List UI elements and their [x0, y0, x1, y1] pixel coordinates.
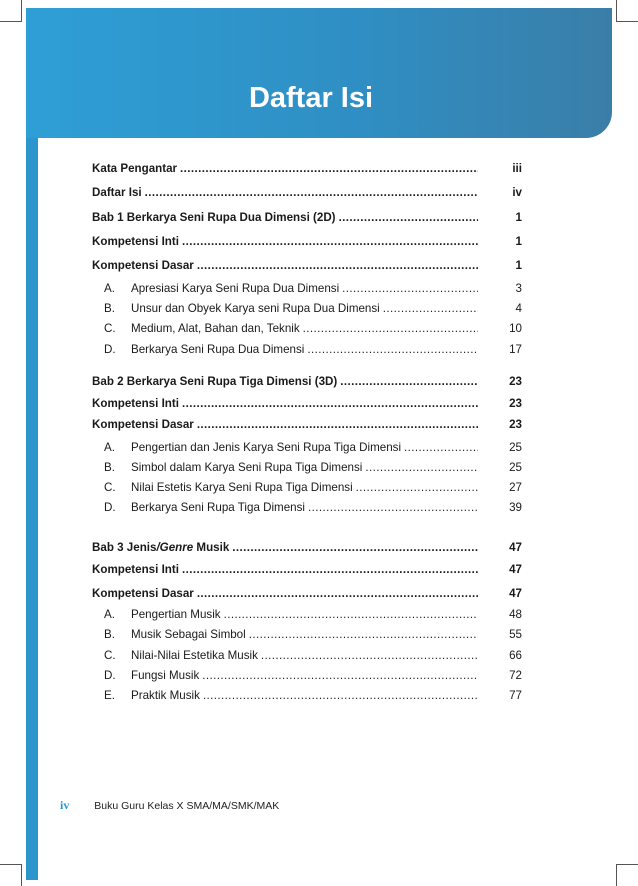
- toc-entry-label: Kompetensi Inti: [92, 397, 179, 410]
- toc-leader-dots: [180, 162, 478, 175]
- toc-entry-page: 23: [509, 418, 522, 431]
- toc-leader-dots: [383, 302, 478, 315]
- toc-entry: [92, 259, 522, 277]
- toc-entry: [92, 397, 522, 415]
- toc-subentry: [104, 461, 522, 479]
- toc-entry-page: 23: [509, 375, 522, 388]
- toc-leader-dots: [145, 186, 478, 199]
- toc-entry-label: Simbol dalam Karya Seni Rupa Tiga Dimensi: [131, 461, 363, 474]
- toc-leader-dots: [404, 441, 478, 454]
- toc-entry-page: 27: [509, 481, 522, 494]
- toc-leader-dots: [182, 235, 478, 248]
- toc-entry: [92, 587, 522, 605]
- toc-leader-dots: [365, 461, 478, 474]
- toc-entry: [92, 162, 522, 180]
- toc-entry-label: Pengertian Musik: [131, 608, 221, 621]
- toc-entry-label: Nilai Estetis Karya Seni Rupa Tiga Dimensi: [131, 481, 353, 494]
- toc-entry-label: Bab 3 Jenis/Genre Musik: [92, 541, 230, 554]
- toc-entry-page: 17: [509, 343, 522, 356]
- toc-entry-letter: B.: [104, 461, 115, 474]
- toc-entry-label: Berkarya Seni Rupa Tiga Dimensi: [131, 501, 305, 514]
- toc-subentry: [104, 481, 522, 499]
- toc-entry-label: Nilai-Nilai Estetika Musik: [131, 649, 258, 662]
- toc-leader-dots: [197, 587, 478, 600]
- toc-entry-page: 55: [509, 628, 522, 641]
- toc-entry-label: Kompetensi Dasar: [92, 587, 194, 600]
- toc-entry-label: Kata Pengantar: [92, 162, 178, 175]
- toc-entry-page: 3: [515, 282, 522, 295]
- toc-leader-dots: [224, 608, 478, 621]
- toc-leader-dots: [197, 259, 478, 272]
- toc-entry: [92, 563, 522, 581]
- side-color-bar: [26, 8, 38, 880]
- toc-entry-label: Pengertian dan Jenis Karya Seni Rupa Tiga Dimensi: [131, 441, 402, 454]
- toc-leader-dots: [232, 541, 478, 554]
- toc-entry-letter: D.: [104, 343, 116, 356]
- toc-entry-label: Daftar Isi: [92, 186, 142, 199]
- toc-subentry: [104, 501, 522, 519]
- toc-entry-page: 1: [515, 259, 522, 272]
- toc-entry-page: 77: [509, 689, 522, 702]
- toc-entry: [92, 375, 522, 393]
- toc-entry: [92, 235, 522, 253]
- toc-entry-letter: C.: [104, 481, 116, 494]
- toc-entry-page: 4: [515, 302, 522, 315]
- crop-mark: [0, 864, 22, 865]
- toc-entry-letter: D.: [104, 501, 116, 514]
- page-title: Daftar Isi: [248, 82, 374, 114]
- toc-entry-page: 48: [509, 608, 522, 621]
- toc-entry-letter: A.: [104, 608, 115, 621]
- toc-entry-letter: A.: [104, 441, 115, 454]
- toc-entry-label: Bab 1 Berkarya Seni Rupa Dua Dimensi (2D): [92, 211, 336, 224]
- toc-entry: [92, 418, 522, 436]
- toc-entry-page: 25: [509, 441, 522, 454]
- toc-entry-page: iv: [512, 186, 522, 199]
- toc-subentry: [104, 628, 522, 646]
- toc-entry: [92, 541, 522, 559]
- page-number: iv: [60, 798, 70, 812]
- toc-entry-page: 23: [509, 397, 522, 410]
- toc-entry-label: Medium, Alat, Bahan dan, Teknik: [131, 322, 300, 335]
- crop-mark: [0, 21, 22, 22]
- toc-subentry: [104, 608, 522, 626]
- page-footer: [60, 798, 279, 813]
- toc-entry-label: Kompetensi Dasar: [92, 259, 194, 272]
- toc-leader-dots: [182, 563, 478, 576]
- toc-leader-dots: [340, 375, 478, 388]
- header-banner: [26, 8, 612, 138]
- toc-leader-dots: [356, 481, 478, 494]
- toc-entry: [92, 211, 522, 229]
- toc-entry-letter: B.: [104, 302, 115, 315]
- toc-entry-page: 1: [515, 211, 522, 224]
- crop-mark: [616, 0, 617, 22]
- toc-subentry: [104, 689, 522, 707]
- toc-leader-dots: [307, 343, 478, 356]
- toc-entry-letter: E.: [104, 689, 115, 702]
- toc-subentry: [104, 441, 522, 459]
- toc-leader-dots: [197, 418, 478, 431]
- toc-leader-dots: [339, 211, 478, 224]
- crop-mark: [21, 0, 22, 22]
- toc-entry-page: 1: [515, 235, 522, 248]
- toc-entry-label: Kompetensi Inti: [92, 563, 179, 576]
- toc-entry-label: Berkarya Seni Rupa Dua Dimensi: [131, 343, 305, 356]
- toc-entry-label: Bab 2 Berkarya Seni Rupa Tiga Dimensi (3D): [92, 375, 338, 388]
- toc-leader-dots: [203, 689, 478, 702]
- toc-subentry: [104, 282, 522, 300]
- toc-entry-label: Kompetensi Dasar: [92, 418, 194, 431]
- toc-entry-page: 66: [509, 649, 522, 662]
- toc-entry-label: Apresiasi Karya Seni Rupa Dua Dimensi: [131, 282, 340, 295]
- toc-entry-page: 47: [509, 587, 522, 600]
- toc-entry-letter: A.: [104, 282, 115, 295]
- book-title: Buku Guru Kelas X SMA/MA/SMK/MAK: [94, 800, 280, 812]
- toc-entry-page: 72: [509, 669, 522, 682]
- crop-mark: [616, 864, 638, 865]
- toc-entry-letter: C.: [104, 322, 116, 335]
- crop-mark: [616, 864, 617, 886]
- toc-subentry: [104, 669, 522, 687]
- toc-entry-letter: B.: [104, 628, 115, 641]
- toc-subentry: [104, 322, 522, 340]
- toc-leader-dots: [342, 282, 478, 295]
- toc-subentry: [104, 343, 522, 361]
- toc-entry-page: 47: [509, 541, 522, 554]
- toc-entry-page: 25: [509, 461, 522, 474]
- toc-entry-page: 39: [509, 501, 522, 514]
- toc-leader-dots: [249, 628, 478, 641]
- toc-entry-page: 10: [509, 322, 522, 335]
- crop-mark: [21, 864, 22, 886]
- toc-entry-label: Praktik Musik: [131, 689, 200, 702]
- toc-leader-dots: [303, 322, 478, 335]
- toc-entry-label: Fungsi Musik: [131, 669, 200, 682]
- toc-entry-label: Unsur dan Obyek Karya seni Rupa Dua Dimensi: [131, 302, 380, 315]
- toc-subentry: [104, 302, 522, 320]
- toc-entry-page: iii: [512, 162, 522, 175]
- toc-entry-letter: D.: [104, 669, 116, 682]
- toc-leader-dots: [182, 397, 478, 410]
- toc-entry-label: Kompetensi Inti: [92, 235, 179, 248]
- crop-mark: [616, 21, 638, 22]
- toc-leader-dots: [261, 649, 478, 662]
- toc-leader-dots: [308, 501, 478, 514]
- toc-entry-label: Musik Sebagai Simbol: [131, 628, 246, 641]
- toc-entry: [92, 186, 522, 204]
- toc-entry-letter: C.: [104, 649, 116, 662]
- toc-subentry: [104, 649, 522, 667]
- toc-leader-dots: [202, 669, 478, 682]
- toc-entry-page: 47: [509, 563, 522, 576]
